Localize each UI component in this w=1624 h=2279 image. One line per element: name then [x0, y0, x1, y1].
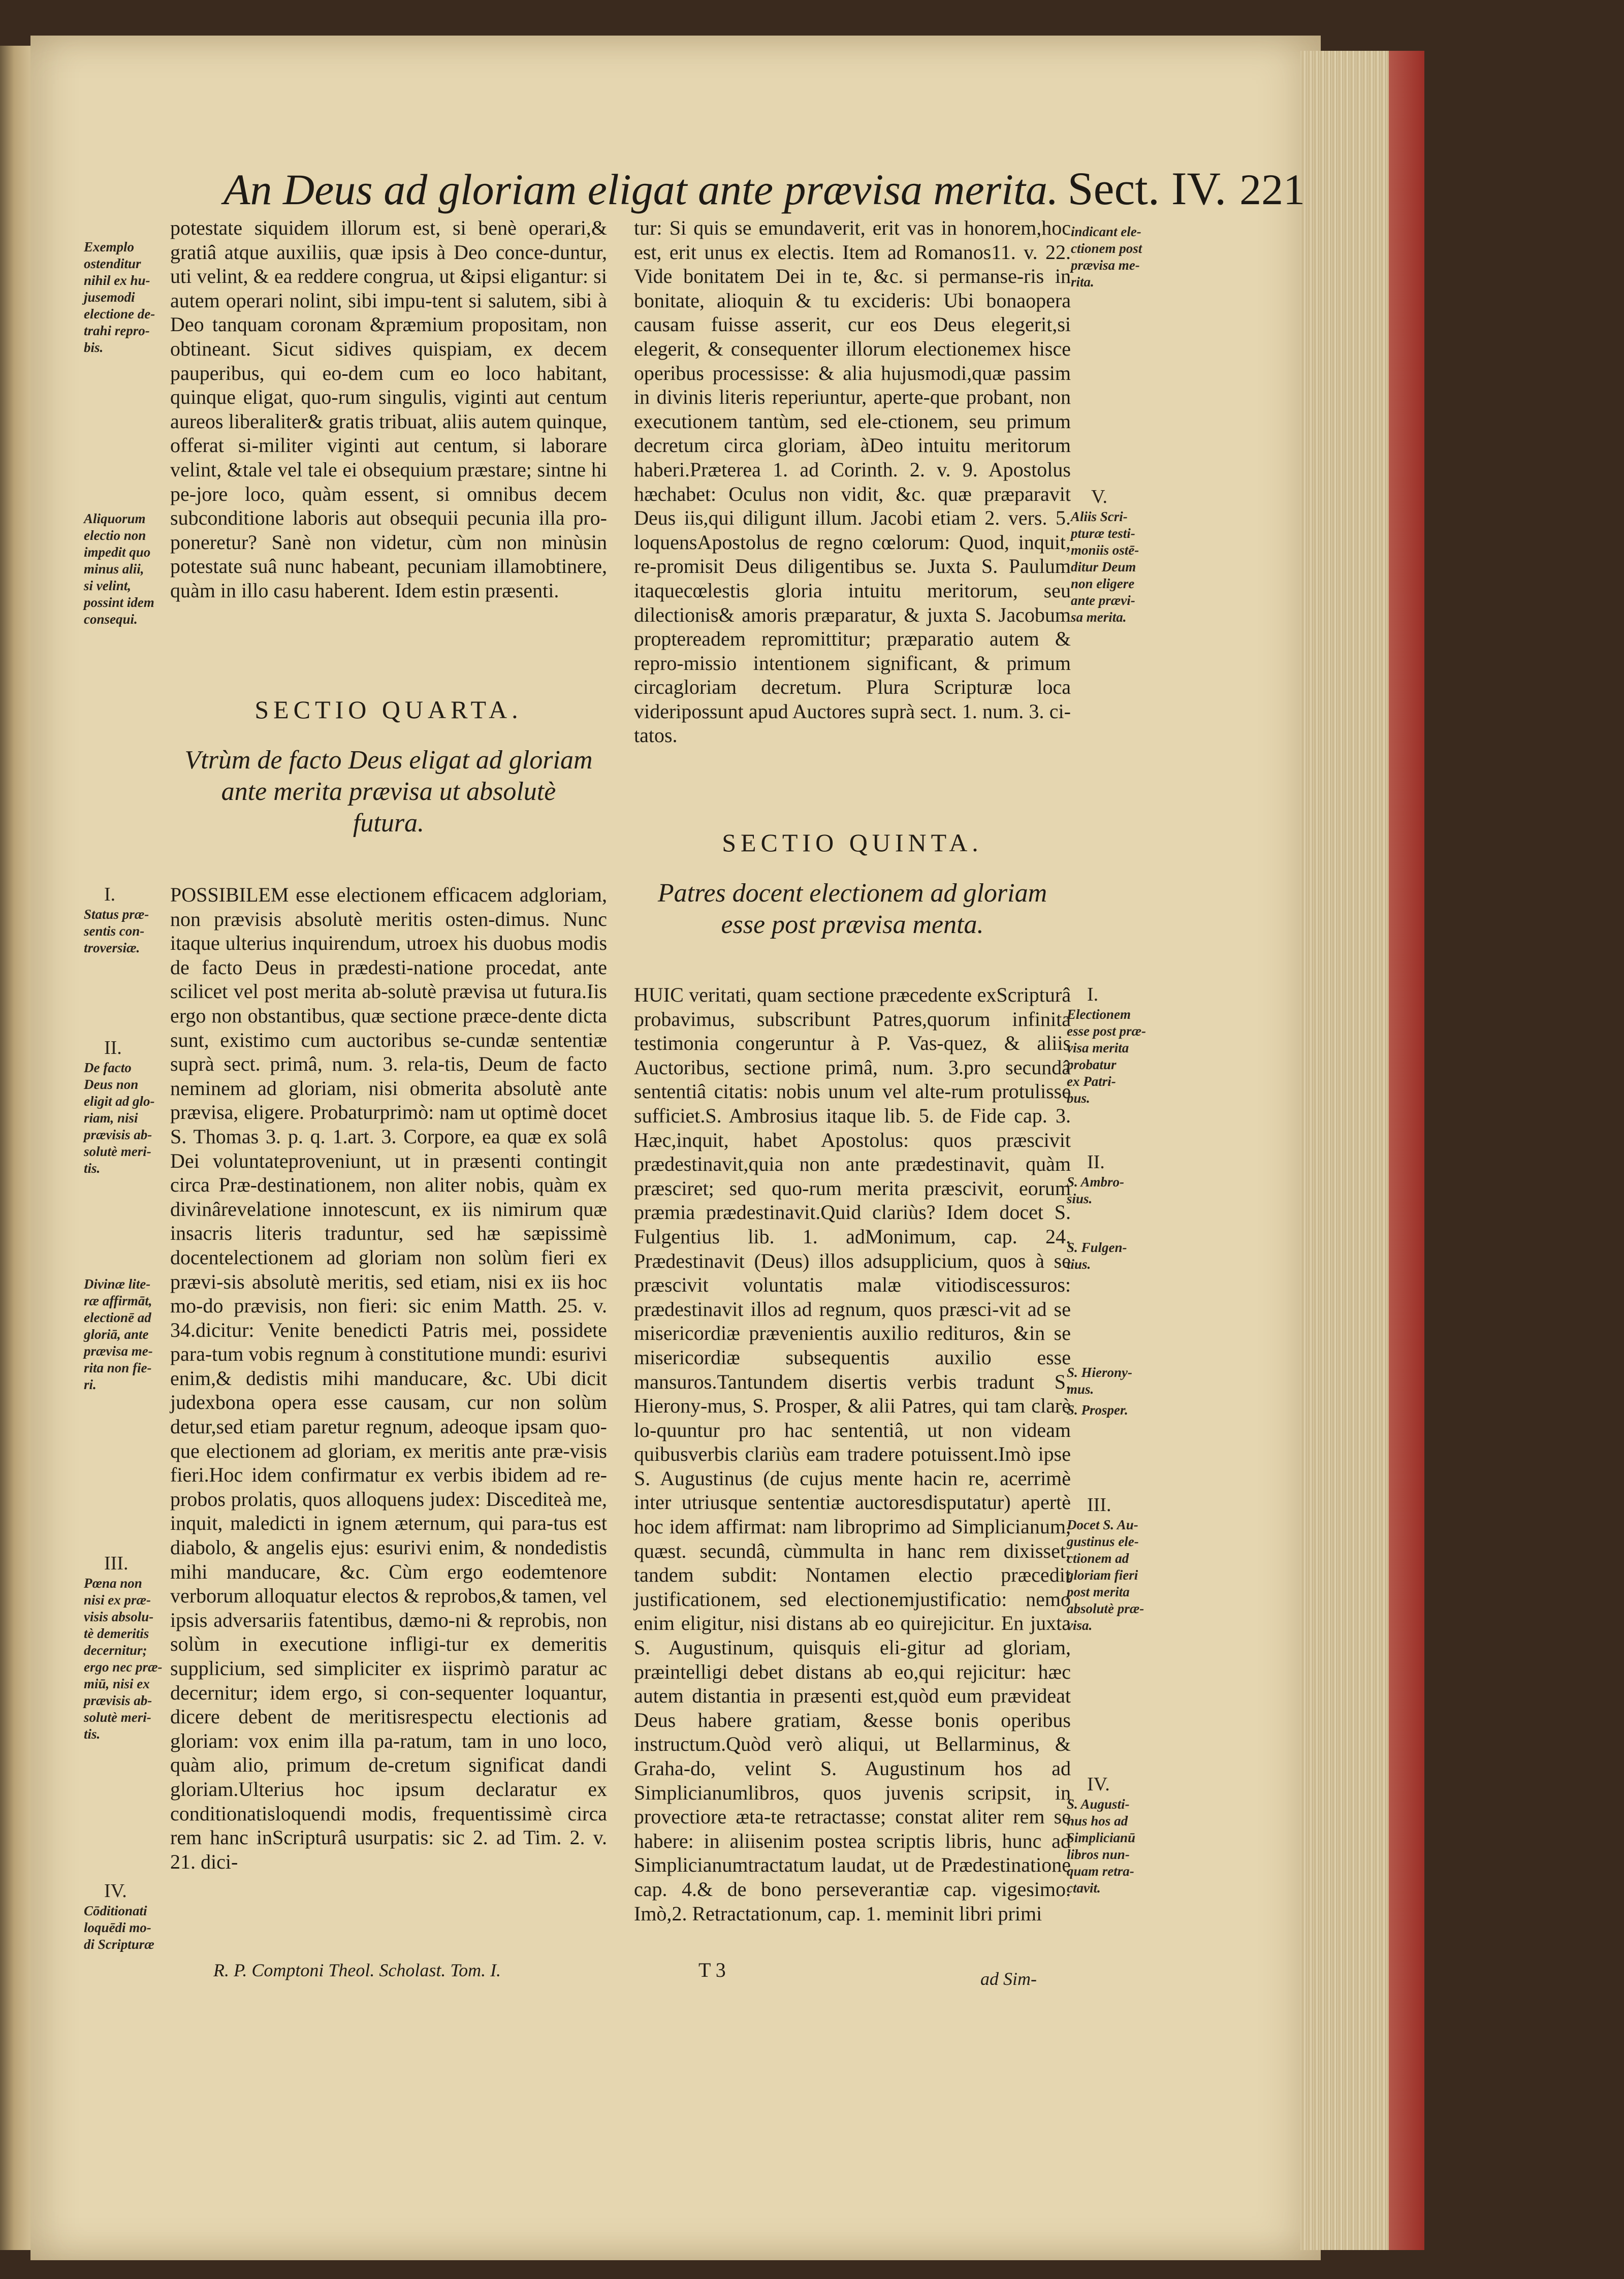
text-line: gloriam decretum. Plura Scripturæ loca videri [634, 676, 1071, 723]
subtitle-line: esse post prævisa menta. [721, 910, 984, 939]
text-line: tur: Si quis se emundaverit, erit vas in honorem, [634, 216, 1042, 239]
text-line: que probant, non executionem tantùm, sed ele- [634, 386, 1071, 433]
text-line: poneretur? Sanè non videtur, cùm non minùs [170, 530, 591, 554]
margin-note-line: Divinæ lite- [84, 1276, 151, 1292]
signature-mark: T 3 [698, 1959, 726, 1981]
margin-note [1071, 223, 1142, 291]
text-line: ratum, tam in uno loco, quàm alio, primum de- [170, 1729, 607, 1777]
margin-note [84, 239, 155, 356]
text-line: in re, acerrimè inter utriusque sententiæ auctores [634, 1466, 1071, 1514]
text-line: Scripturâ usurpatis: sic 2. ad Tim. 2. v. 21. dici- [170, 1826, 607, 1873]
text-line: dedistis mihi manducare, &c. Cùm ergo eodem [170, 1536, 607, 1583]
text-line: quæ passim in divinis literis reperiuntur, aperte- [634, 361, 1071, 409]
text-line: quòd eum prævideat Deus habere gratiam, & [634, 1684, 1071, 1731]
text-line: inquit, habet Apostolus: quos præscivit prædestinavit, [634, 1128, 1071, 1176]
text-line: quez, & aliis Auctoribus, sectione primâ, num. 3. [634, 1032, 1071, 1079]
margin-note-line: solutè meri- [84, 1710, 151, 1725]
margin-note [1067, 1773, 1135, 1897]
text-line: tractatum laudat, ut de Prædestinatione cap. 4. [634, 1853, 1071, 1901]
text-line: dente dicta sunt, existimo cum auctoribus se- [170, 1004, 608, 1051]
text-line: tur ex demeritis supplicium, sed simpliciter ex iis [170, 1632, 607, 1680]
margin-note-line: possint idem [84, 595, 154, 610]
text-line: rum protulisse sufficiet. [634, 1080, 1071, 1127]
margin-note-line: visis absolu- [84, 1609, 154, 1624]
text-line: jore loco, quàm essent, si omnibus decem sub [170, 482, 607, 530]
text-line: quorum infinita testimonia congeruntur à P. Vas- [634, 1007, 1071, 1055]
text-line: art. 3. Corpore, ea quæ ex solâ Dei voluntate [170, 1125, 607, 1172]
margin-note-line: pturæ testi- [1071, 526, 1135, 541]
text-line: te retractasse; constat aliter rem se habere: in aliis [634, 1805, 1071, 1852]
margin-note-line: visa. [1067, 1618, 1093, 1633]
text-line: disputatur) apertè hoc idem affirmat: nam libro [634, 1491, 1071, 1538]
margin-note [1067, 1402, 1128, 1419]
text-line: enim postea scriptis libris, hunc ad Simplicianum [634, 1829, 1071, 1877]
margin-note-line: tè demeritis [84, 1626, 149, 1641]
margin-note [1067, 1239, 1127, 1273]
text-line: & gratis tribuat, aliis autem quinque, offerat si- [170, 409, 607, 457]
margin-note-line: ergo nec præ- [84, 1659, 163, 1675]
margin-note-line: si velint, [84, 578, 131, 593]
margin-note [84, 1552, 162, 1743]
margin-note-line: di Scripturæ [84, 1937, 154, 1952]
margin-note-line: tis. [84, 1726, 101, 1742]
margin-note-line: ante prævi- [1071, 593, 1135, 608]
text-line: Monimum, cap. 24. Prædestinavit (Deus) illos ad [634, 1225, 1071, 1272]
text-line: dives quispiam, ex decem pauperibus, qui eo- [170, 337, 607, 384]
text-line: proveniunt, ut in præsenti contingit circa Præ- [170, 1149, 607, 1197]
text-line: ctionem, seu primum decretum circa gloriam, à [634, 409, 1071, 457]
text-line: & gratiâ atque auxiliis, quæ ipsis à Deo conce- [170, 216, 607, 264]
text-line: eadem repromittitur; præparatio autem & repro- [634, 627, 1071, 675]
text-line: qui rejicitur: hæc autem distantia in præsenti est, [634, 1660, 1071, 1708]
margin-note-line: rita non fie- [84, 1360, 152, 1375]
margin-note [1067, 1493, 1144, 1634]
margin-note-line: S. Hierony- [1067, 1365, 1133, 1380]
text-line: 2. Retractationum, cap. 1. meminit libri primi [672, 1902, 1042, 1925]
margin-note-line: post merita [1067, 1584, 1130, 1599]
text-line: discessuros: prædestinavit illos ad regnum, quos præsci- [634, 1273, 1071, 1321]
margin-note-line: Simplicianū [1067, 1830, 1136, 1845]
text-line: præmium propositam, non obtineant. Sicut si [170, 313, 607, 360]
margin-note-line: loquēdi mo- [84, 1920, 151, 1935]
text-line: respectu electionis ad gloriam: vox enim illa pa- [170, 1705, 607, 1752]
text-line: Præterea 1. ad Corinth. 2. v. 9. Apostolus hæc [634, 458, 1071, 505]
text-line: 11. v. 22. Vide bonitatem Dei in te, &c. si permanse- [634, 240, 1071, 288]
sectio-quarta-subtitle [170, 745, 607, 839]
text-line: & dedistis mihi manducare, &c. Ubi dicit judex [170, 1366, 607, 1414]
text-line: in præsenti. [464, 579, 559, 602]
margin-note-line: esse post præ- [1067, 1023, 1146, 1039]
margin-note-line: prævisa me- [1071, 258, 1140, 273]
margin-note-line: non eligere [1071, 576, 1135, 591]
right-column-top [634, 216, 1071, 748]
page-block-edge [1300, 51, 1424, 2250]
text-line: cretum significat dandi gloriam. [170, 1753, 607, 1801]
margin-note [84, 1879, 154, 1953]
footer-imprint: R. P. Comptoni Theol. Scholast. Tom. I. [213, 1960, 501, 1980]
margin-note-line: sius. [1067, 1191, 1093, 1206]
margin-note-line: ctionem ad [1067, 1551, 1129, 1566]
margin-note [1067, 983, 1146, 1107]
text-line: solutè prævisa ut futura. [388, 980, 587, 1003]
text-line: Iis ergo non obstantibus, quæ sectione præce- [170, 980, 607, 1027]
margin-note-line: indicant ele- [1071, 224, 1141, 239]
margin-note-line: electionē ad [84, 1310, 151, 1325]
margin-note [1067, 1150, 1124, 1207]
text-line: esse bonis operibus instructum. [634, 1708, 1071, 1756]
subtitle-line: ante merita prævisa ut absolutè [221, 777, 556, 806]
text-line: militer viginti aut centum, si laborare velint, & [170, 434, 607, 481]
margin-note-line: nisi ex præ- [84, 1592, 151, 1608]
text-line: HUIC veritati, quam sectione præcedente ex [634, 983, 997, 1006]
text-line: do prævisis, non fieri: sic enim Matth. 25. v. 34. [170, 1294, 607, 1341]
text-line: libros, quos juvenis scripsit, in provectiore æta- [634, 1781, 1071, 1828]
margin-note-number: III. [1087, 1494, 1111, 1516]
text-line: rejicitur. En juxta S. Augustinum, quisquis eli- [634, 1612, 1071, 1659]
text-line: sacris literis traduntur, sed hæ sæpissimè docent [170, 1222, 607, 1269]
text-line: S. Ambrosius itaque lib. 5. de Fide cap. 3. Hæc, [634, 1104, 1071, 1151]
margin-note-line: ræ affirmāt, [84, 1293, 152, 1308]
text-line: duntur, uti velint, & ea reddere congrua, ut & [170, 240, 607, 288]
margin-note-line: S. Fulgen- [1067, 1240, 1127, 1255]
subtitle-line: futura. [353, 809, 425, 838]
margin-note [84, 510, 154, 628]
margin-note-line: trahi repro- [84, 323, 150, 338]
margin-note-line: bis. [84, 340, 104, 355]
margin-note-line: jusemodi [84, 290, 135, 305]
margin-note-line: ri. [84, 1377, 97, 1392]
margin-note-line: electio non [84, 528, 146, 543]
margin-note-line: rita. [1071, 274, 1094, 290]
text-line: Apostolus de regno cœlorum: Quod, inquit, re- [634, 530, 1071, 578]
text-line: electionem ad gloriam non solùm fieri ex prævi- [170, 1245, 607, 1293]
text-line: natione procedat, ante scilicet vel post merita ab- [170, 955, 607, 1003]
margin-note [1071, 485, 1139, 626]
sectio-quinta-subtitle [634, 878, 1071, 941]
margin-note-line: nus hos ad [1067, 1813, 1128, 1828]
margin-note-line: De facto [84, 1060, 132, 1075]
catchword: ad Sim- [980, 1969, 1037, 1989]
text-line: conditione laboris aut obsequii pecunia illa pro- [198, 506, 607, 530]
text-line: sis absolutè meritis, sed etiam, nisi ex iis hoc mo- [170, 1270, 607, 1318]
text-line: sed etiam paretur regnum, adeoque ipsam quo- [216, 1415, 607, 1438]
margin-note-line: S. Ambro- [1067, 1174, 1125, 1190]
margin-note-line: Deus non [84, 1077, 139, 1092]
text-line: do, velint S. Augustinum hos ad Simplicianum [634, 1757, 1071, 1804]
text-line: multa in hanc rem dixisset, tandem subdit: Non [634, 1539, 1071, 1587]
text-line: & tamen, vel ipsis adversariis fatentibus, dæmo- [170, 1584, 607, 1631]
text-line: revelatione innotescunt, ex iis nimirum quæ in [170, 1197, 607, 1245]
margin-note-line: electione de- [84, 306, 155, 322]
text-line: tenore verborum alloquatur electos & reprobos, [170, 1560, 607, 1608]
text-line: in se misericordiæ subsequentis auxilio esse mansuros. [634, 1322, 1071, 1393]
margin-note-line: sentis con- [84, 923, 145, 939]
margin-note-line: Exemplo [84, 239, 134, 254]
text-line: opera causam fuisse asserit, cur eos Deus elegerit, [634, 288, 1071, 336]
text-line: dem cum eo loco habitant, quinque eligat, quo- [170, 361, 607, 409]
text-line: dicitur: Venite benedicti Patris mei, possidete para- [170, 1318, 607, 1366]
text-line: ex his duobus modis de facto Deus in prædesti- [170, 932, 608, 979]
margin-note-line: Pœna non [84, 1576, 142, 1591]
margin-note-line: riam, nisi [84, 1110, 138, 1126]
text-line: ni & reprobis, non solùm in executione infligi- [170, 1608, 607, 1656]
margin-note-line: absolutè præ- [1067, 1601, 1144, 1616]
margin-note-line: prævisis ab- [84, 1127, 152, 1142]
margin-note-line: S. Prosper. [1067, 1402, 1128, 1418]
margin-note-line: ostenditur [84, 256, 141, 271]
text-line: destinationem, non aliter nobis, quàm ex divinâ [170, 1173, 607, 1221]
running-head [224, 162, 1305, 217]
page-number: 221 [1239, 165, 1305, 214]
margin-note [84, 1036, 154, 1177]
margin-note-line: Docet S. Au- [1067, 1517, 1138, 1532]
text-line: ipsi eligantur: si autem operari nolint, sibi impu- [170, 265, 607, 312]
margin-note-line: visa merita [1067, 1040, 1129, 1055]
margin-note [1067, 1364, 1132, 1398]
left-column-top [170, 216, 607, 603]
text-line: primò paratur ac decernitur; idem ergo, si con- [170, 1657, 607, 1704]
margin-note-line: bus. [1067, 1090, 1090, 1106]
text-line: verbis clariùs eam tradere potuissent. [688, 1442, 999, 1466]
text-line: primo ad Simplicianum, quæst. secundâ, cùm [634, 1515, 1071, 1562]
margin-note-line: mus. [1067, 1382, 1094, 1397]
text-line: visis fieri. [170, 1439, 607, 1487]
text-line: primò: nam ut optimè docet S. Thomas 3. p. q. 1. [170, 1101, 607, 1148]
margin-note-line: decernitur; [84, 1643, 147, 1658]
margin-note-line: nihil ex hu- [84, 273, 150, 288]
text-line: Hoc idem confirmatur ex verbis ibidem ad re- [209, 1463, 607, 1487]
margin-note-number: IV. [104, 1880, 127, 1902]
text-line: & de bono perseverantiæ cap. vigesimo. Imò, [634, 1877, 1071, 1925]
text-line: justificatio: nemo enim eligitur, nisi distans ab eo qui [634, 1587, 1071, 1635]
text-line: potestate siquidem illorum est, si benè operari, [170, 216, 591, 239]
text-line: ex hisce operibus processisse: & alia hujusmodi, [634, 337, 1071, 384]
margin-note-line: ctavit. [1067, 1880, 1101, 1896]
text-line: cœlestis gloria intuitu meritorum, seu dilectionis [634, 579, 1071, 626]
margin-note-number: III. [104, 1553, 129, 1574]
margin-note-number: II. [104, 1037, 122, 1058]
margin-note-line: solutè meri- [84, 1144, 151, 1159]
margin-note [84, 1276, 153, 1393]
margin-note-number: IV. [1087, 1774, 1110, 1795]
text-line: rum singulis, viginti aut centum aureos liberaliter [170, 386, 607, 433]
subtitle-line: Patres docent electionem ad gloriam [657, 879, 1047, 908]
text-line: vit ad se misericordiæ prævenientis auxilio redituros, & [634, 1297, 1071, 1345]
margin-note-line: S. Augusti- [1067, 1796, 1130, 1812]
margin-note-line: tis. [84, 1161, 101, 1176]
margin-note-line: Aliquorum [84, 511, 146, 526]
margin-note-line: libros nun- [1067, 1847, 1130, 1862]
text-line: Tantundem disertis verbis tradunt S. Hierony- [634, 1370, 1071, 1418]
margin-note-line: quam retra- [1067, 1864, 1134, 1879]
text-line: in potestate suâ nunc habeant, pecuniam illam [170, 530, 607, 578]
text-line: Quòd verò aliqui, ut Bellarminus, & Graha- [634, 1732, 1071, 1780]
text-line: quuntur pro hac sententiâ, ut non videam quibus [634, 1418, 1071, 1466]
text-line: probos prolatis, quos alloquens judex: Discedite [170, 1487, 563, 1511]
margin-note-line: tius. [1067, 1257, 1091, 1272]
text-line: tatos. [634, 724, 678, 747]
margin-note-line: prævisa me- [84, 1343, 153, 1359]
text-line: tale vel tale ei obsequium præstare; sintne hi pe- [170, 458, 607, 505]
text-line: missio intentionem significant, & primum circa [634, 651, 1071, 699]
margin-note-number: V. [1091, 486, 1108, 507]
text-line: sequenter loquantur, dicere debent de meritis [170, 1681, 607, 1728]
sectio-quarta-title: SECTIO QUARTA. [254, 695, 523, 724]
margin-note-line: Aliis Scri- [1071, 509, 1128, 524]
text-line: Scripturâ probavimus, subscribunt Patres, [634, 983, 1071, 1031]
running-head-title: An Deus ad gloriam eligat ante prævisa merita. [224, 165, 1059, 214]
margin-note-line: minus alii, [84, 561, 144, 576]
margin-note-line: sa merita. [1071, 609, 1127, 625]
margin-note [84, 883, 149, 956]
text-line: tum vobis regnum à constitutione mundi: esurivi enim, [170, 1342, 607, 1390]
text-line: tus est diabolo, & angelis ejus: esurivi enim, & non [170, 1512, 607, 1559]
text-line: tamen electio præcedit justificationem, sed electionem [634, 1563, 1071, 1611]
margin-note-line: ex Patri- [1067, 1074, 1116, 1089]
margin-note-line: Electionem [1067, 1007, 1131, 1022]
text-line: si elegerit, & consequenter illorum electionem [634, 313, 1071, 360]
margin-note-line: gloriā, ante [84, 1327, 149, 1342]
margin-note-number: I. [104, 884, 116, 905]
margin-note-line: gustinus ele- [1067, 1534, 1139, 1549]
margin-note-line: ctionem post [1071, 241, 1142, 256]
margin-note-line: moniis ostē- [1071, 542, 1139, 558]
margin-note-line: impedit quo [84, 544, 151, 560]
margin-note-line: troversiæ. [84, 940, 140, 955]
text-line: dimus. Nunc itaque ulterius inquirendum, utro [170, 907, 607, 955]
text-line: gitur ad gloriam, præintelligi debet distans ab eo, [634, 1636, 1071, 1683]
text-line: Imò ipse S. Augustinus (de cujus mente hac [634, 1442, 1071, 1490]
margin-note-line: ditur Deum [1071, 559, 1136, 574]
text-line: à me, inquit, maledicti in ignem æternum, qui para- [170, 1487, 607, 1535]
text-line: hoc est, erit unus ex electis. Item ad Romanos [634, 216, 1071, 264]
margin-note-line: Status præ- [84, 907, 149, 922]
margin-note-line: probatur [1067, 1057, 1117, 1072]
text-line: quia non ante prædestinavit, quàm præsciret; sed quo- [634, 1152, 1071, 1200]
margin-note-line: eligit ad glo- [84, 1094, 155, 1109]
text-line: Ulterius hoc ipsum declaratur ex conditionatis [170, 1777, 607, 1825]
text-line: qui diligunt illum. Jacobi etiam 2. vers. 5. loquens [634, 506, 1071, 554]
text-line: Deo intuitu meritorum haberi. [634, 434, 1071, 481]
text-line: pro secundâ sententiâ citatis: nobis unum vel alte- [634, 1055, 1071, 1103]
text-line: & amoris præparatur, & juxta S. Jacobum propter [634, 603, 1071, 651]
text-line: que electionem ad gloriam, ex meritis ante præ- [170, 1439, 570, 1462]
subtitle-line: Vtrùm de facto Deus eligat ad gloriam [184, 746, 593, 775]
margin-note-number: II. [1087, 1151, 1105, 1173]
text-line: ris in bonitate, alioquin & tu excideris: Ubi bona [634, 265, 1071, 312]
text-line: bona opera esse causam, cur non solùm detur, [170, 1391, 607, 1438]
text-line: tis, Deum de facto neminem ad gloriam, nisi ob [170, 1052, 607, 1100]
text-line: tent si salutem, sibi à Deo tanquam coronam & [170, 288, 607, 336]
text-line: cundæ sententiæ suprà sect. primâ, num. 3. rela- [170, 1028, 607, 1076]
text-line: merita absolutè ante prævisa, eligere. Probatur [170, 1076, 608, 1124]
text-line: Quid clariùs? Idem docet S. Fulgentius lib. 1. ad [634, 1201, 1071, 1248]
margin-note-line: consequi. [84, 612, 138, 627]
text-line: supplicium, quos à se præscivit voluntatis malæ vitio [634, 1249, 1071, 1297]
text-line: promisit Deus diligentibus se. Juxta S. Paulum itaque [634, 555, 1071, 602]
text-line: rum merita præscivit, eorum præmia prædestinavit. [634, 1176, 1071, 1224]
margin-note-line: gloriam fieri [1067, 1567, 1138, 1583]
text-line: loquendi modis, frequentissimè circa rem hanc in [170, 1802, 607, 1849]
text-line: obtinere, quàm in illo casu haberent. Idem est [170, 555, 607, 602]
right-column-bottom [634, 983, 1071, 1925]
left-column-bottom [170, 883, 607, 1874]
text-line: gloriam, non prævisis absolutè meritis osten- [170, 883, 607, 930]
sectio-quinta-title: SECTIO QUINTA. [722, 828, 983, 857]
margin-note-line: Cōditionati [84, 1903, 147, 1918]
margin-note-line: prævisis ab- [84, 1693, 152, 1708]
margin-note-number: I. [1087, 984, 1099, 1005]
running-head-section: Sect. IV. [1067, 163, 1227, 214]
margin-note-line: miū, nisi ex [84, 1676, 150, 1691]
text-line: mus, S. Prosper, & alii Patres, qui tam clarè lo- [634, 1394, 1071, 1441]
text-line: POSSIBILEM esse electionem efficacem ad [170, 883, 539, 906]
text-line: habet: Oculus non vidit, &c. quæ præparavit Deus iis, [634, 482, 1071, 530]
text-line: possunt apud Auctores suprà sect. 1. num. 3. ci- [681, 699, 1071, 723]
